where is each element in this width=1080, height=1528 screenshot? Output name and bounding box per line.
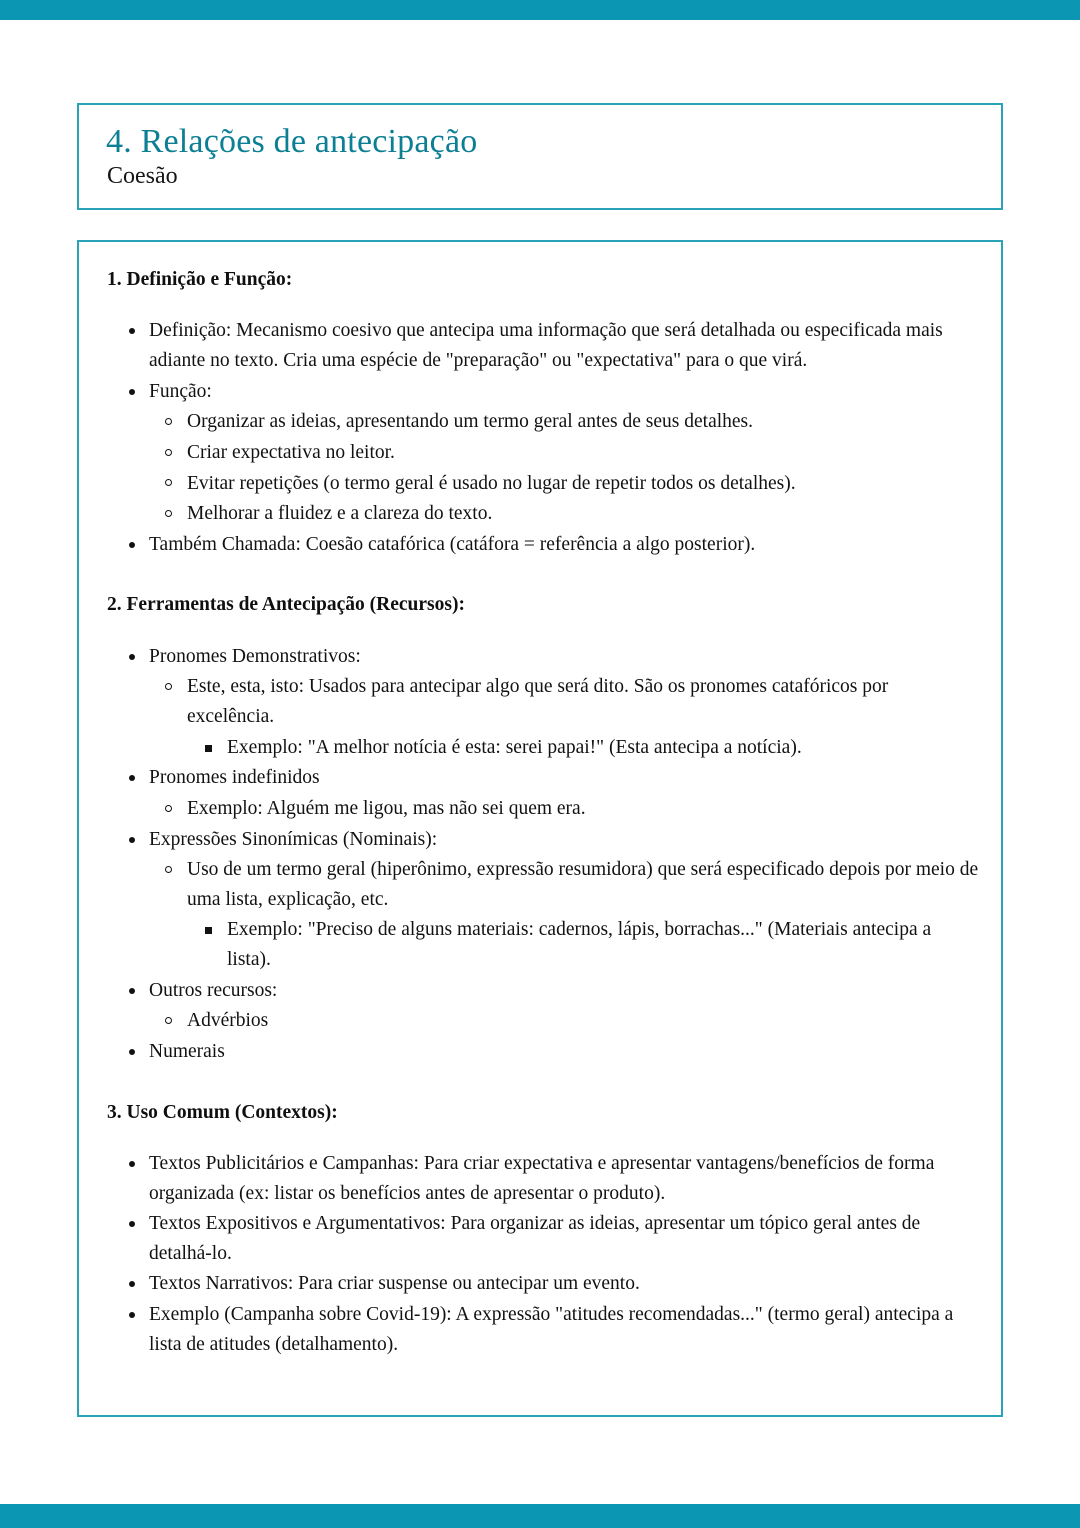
list-item-text: Exemplo: "Preciso de alguns materiais: cadernos, lápis, borrachas..." (Materiais antecipa a lista). [227,919,932,970]
list-item-text: Melhorar a fluidez e a clareza do texto. [187,503,493,525]
circle-bullet-icon [165,418,172,425]
document-content [107,268,979,1359]
disc-bullet-icon [129,1221,135,1227]
list-item [107,1006,979,1036]
list-item [107,1037,979,1067]
circle-bullet-icon [165,683,172,690]
disc-bullet-icon [129,328,135,334]
disc-bullet-icon [129,988,135,994]
list-item-text: Definição: Mecanismo coesivo que antecipa uma informação que será detalhada ou especificada mais adiante no texto. Cria uma espécie de "preparação" ou "expectativa" para o que virá. [149,320,943,371]
bullet-list [107,642,979,1067]
disc-bullet-icon [129,837,135,843]
section-heading: 3. Uso Comum (Contextos): [107,1101,338,1123]
disc-bullet-icon [129,1049,135,1055]
list-item-text: Exemplo: Alguém me ligou, mas não sei quem era. [187,797,586,819]
list-item [107,733,979,763]
circle-bullet-icon [165,805,172,812]
list-item [107,407,979,437]
list-item [107,438,979,468]
content-card [77,240,1003,1417]
page-subtitle: Coesão [107,163,178,189]
section-heading: 2. Ferramentas de Antecipação (Recursos): [107,594,465,616]
list-item-text: Uso de um termo geral (hiperônimo, expressão resumidora) que será especificado depois por meio de uma lista, explicação, etc. [187,859,979,910]
list-item-text: Expressões Sinonímicas (Nominais): [149,828,438,850]
list-item-text: Este, esta, isto: Usados para antecipar algo que será dito. São os pronomes catafóricos por excelência. [187,676,889,727]
list-item-text: Textos Publicitários e Campanhas: Para criar expectativa e apresentar vantagens/benefícios de forma organizada (ex: listar os benefícios antes de apresentar o produto). [149,1152,935,1204]
circle-bullet-icon [165,479,172,486]
list-item [107,855,979,914]
list-item [107,1209,979,1268]
bullet-list [107,1149,979,1359]
disc-bullet-icon [129,542,135,548]
list-item [107,794,979,824]
list-item [107,469,979,499]
list-item [107,1269,979,1299]
list-item-text: Exemplo: "A melhor notícia é esta: serei papai!" (Esta antecipa a notícia). [227,736,802,758]
list-item [107,825,979,855]
circle-bullet-icon [165,866,172,873]
square-bullet-icon [205,745,212,752]
list-item [107,642,979,672]
list-item-text: Função: [149,380,212,402]
title-card [77,103,1003,210]
list-item [107,763,979,793]
list-item-text: Evitar repetições (o termo geral é usado no lugar de repetir todos os detalhes). [187,472,796,494]
bottom-accent-bar [0,1504,1080,1528]
list-item-text: Pronomes indefinidos [149,767,320,789]
circle-bullet-icon [165,1017,172,1024]
list-item [107,672,979,731]
disc-bullet-icon [129,389,135,395]
list-item-text: Exemplo (Campanha sobre Covid-19): A expressão "atitudes recomendadas..." (termo geral) antecipa a lista de atitudes (detalhamento). [149,1304,954,1355]
list-item [107,1300,979,1359]
list-item-text: Numerais [149,1040,225,1062]
square-bullet-icon [205,927,212,934]
list-item-text: Outros recursos: [149,979,278,1001]
circle-bullet-icon [165,510,172,517]
bullet-list [107,316,979,559]
list-item-text: Advérbios [187,1010,269,1032]
disc-bullet-icon [129,775,135,781]
disc-bullet-icon [129,1161,135,1167]
list-item-text: Pronomes Demonstrativos: [149,645,361,667]
disc-bullet-icon [129,654,135,660]
list-item [107,915,979,974]
list-item-text: Textos Narrativos: Para criar suspense ou antecipar um evento. [149,1273,640,1295]
list-item [107,499,979,529]
page-title: 4. Relações de antecipação [106,123,478,160]
list-item-text: Textos Expositivos e Argumentativos: Para organizar as ideias, apresentar um tópico geral antes de detalhá-lo. [149,1213,921,1264]
list-item [107,1149,979,1208]
top-accent-bar [0,0,1080,20]
list-item-text: Organizar as ideias, apresentando um termo geral antes de seus detalhes. [187,411,754,433]
list-item [107,530,979,560]
circle-bullet-icon [165,449,172,456]
list-item [107,377,979,407]
disc-bullet-icon [129,1312,135,1318]
section-heading: 1. Definição e Função: [107,269,293,290]
disc-bullet-icon [129,1281,135,1287]
list-item [107,316,979,375]
list-item [107,976,979,1006]
list-item-text: Criar expectativa no leitor. [187,441,395,463]
list-item-text: Também Chamada: Coesão catafórica (catáfora = referência a algo posterior). [149,533,756,555]
